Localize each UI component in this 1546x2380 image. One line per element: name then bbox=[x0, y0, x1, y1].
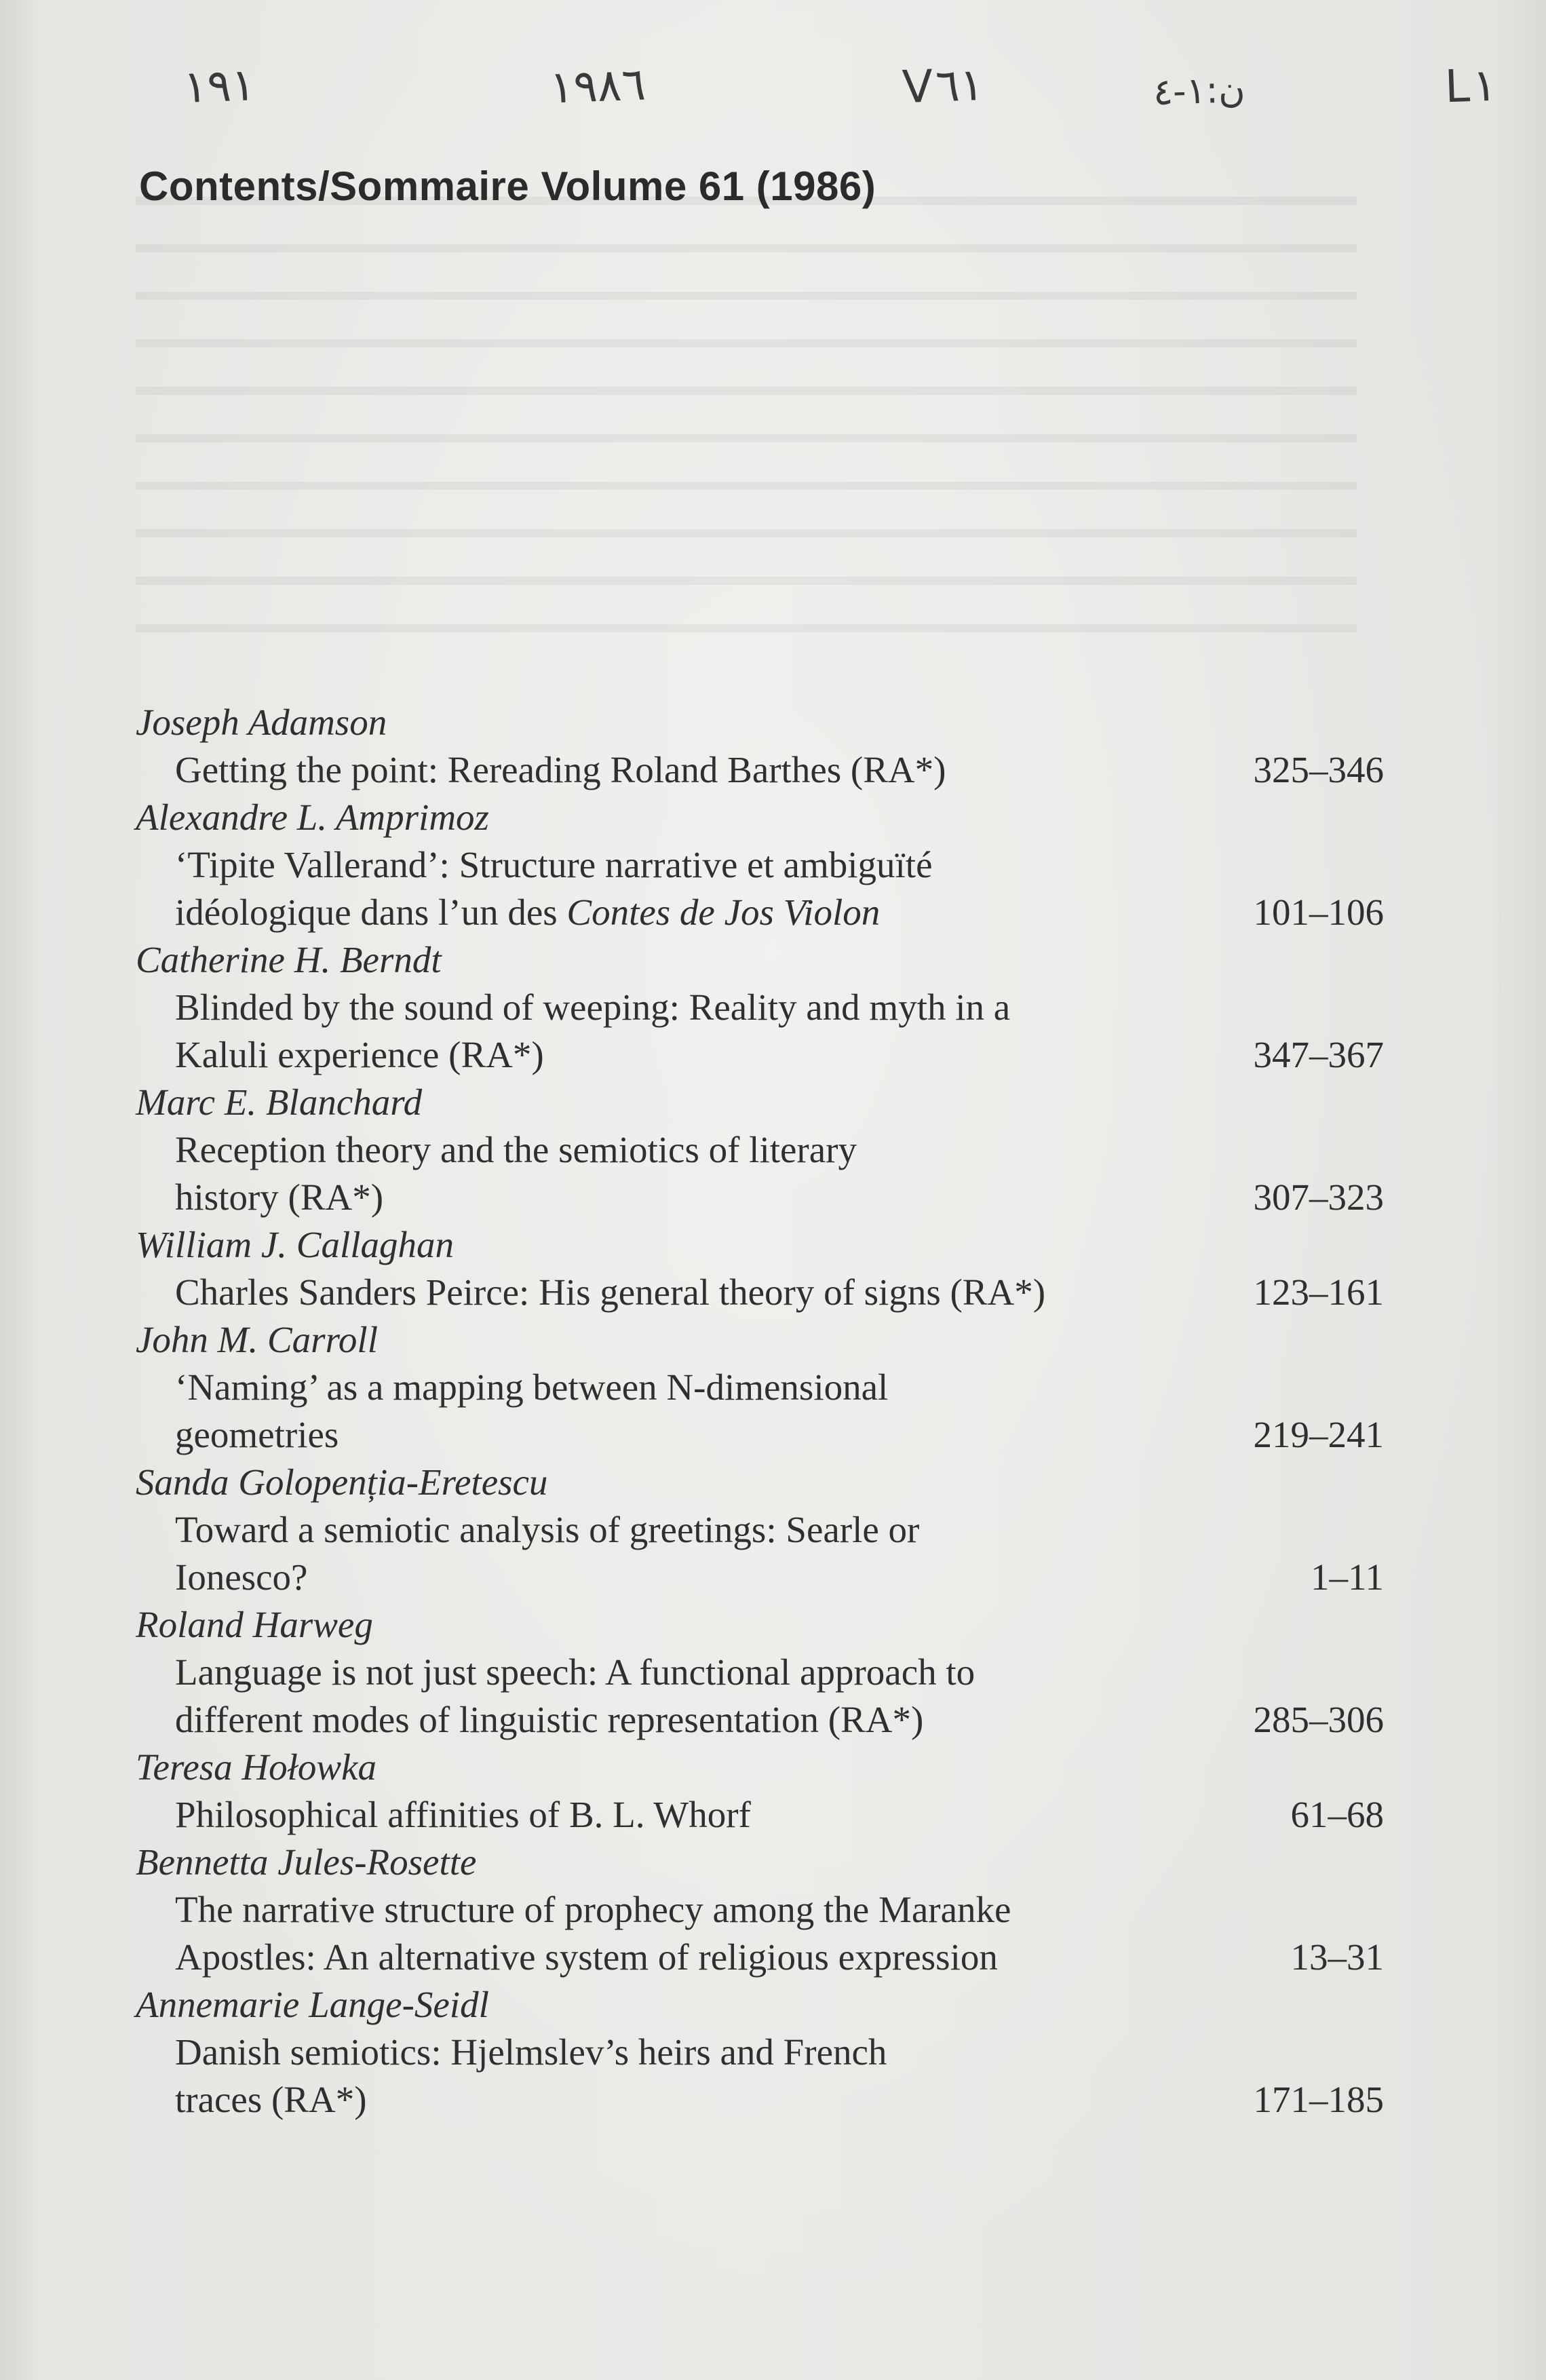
entry-article bbox=[136, 1506, 1384, 1601]
entry-title-line: Apostles: An alternative system of religious expression bbox=[175, 1936, 998, 1978]
entry-title-line: Blinded by the sound of weeping: Reality and myth in a bbox=[175, 986, 1011, 1028]
entry-pages: 13–31 bbox=[1290, 1936, 1384, 1978]
entry-title-line: traces (RA*) bbox=[175, 2079, 367, 2120]
entry-pages: 285–306 bbox=[1253, 1699, 1384, 1740]
entry-pages: 347–367 bbox=[1253, 1034, 1384, 1075]
entry-author: Annemarie Lange-Seidl bbox=[136, 1984, 489, 2025]
handwritten-mark: ١٩٨٦ bbox=[548, 58, 647, 114]
entry-title-line: Charles Sanders Peirce: His general theory of signs (RA*) bbox=[175, 1271, 1046, 1313]
handwritten-mark: L١ bbox=[1444, 58, 1498, 113]
entry-author: Sanda Golopenția-Eretescu bbox=[136, 1461, 548, 1503]
entry-article bbox=[136, 1126, 1384, 1221]
toc-entry bbox=[136, 1601, 1384, 1744]
entry-article bbox=[136, 1791, 1384, 1839]
entry-author: Alexandre L. Amprimoz bbox=[136, 796, 489, 838]
entry-author: John M. Carroll bbox=[136, 1319, 378, 1360]
entry-pages: 101–106 bbox=[1253, 891, 1384, 933]
entry-author: Marc E. Blanchard bbox=[136, 1081, 423, 1123]
toc-entry bbox=[136, 936, 1384, 1079]
handwritten-mark: V٦١ bbox=[901, 58, 985, 114]
entry-article bbox=[136, 1364, 1384, 1459]
handwritten-mark: ١٩١ bbox=[182, 58, 256, 113]
entry-title-line: The narrative structure of prophecy among the Maranke bbox=[175, 1889, 1011, 1930]
entry-article bbox=[136, 2029, 1384, 2124]
toc-entry bbox=[136, 1839, 1384, 1981]
handwritten-annotations bbox=[0, 60, 1546, 141]
show-through-bleed bbox=[136, 170, 1357, 658]
entry-author: Roland Harweg bbox=[136, 1604, 373, 1645]
entry-article bbox=[136, 841, 1384, 936]
toc-entry bbox=[136, 1459, 1384, 1601]
entry-title-line: Kaluli experience (RA*) bbox=[175, 1034, 544, 1075]
entry-title-line: Reception theory and the semiotics of literary bbox=[175, 1129, 857, 1170]
entry-title-line: geometries bbox=[175, 1414, 339, 1455]
entry-title-line: history (RA*) bbox=[175, 1176, 384, 1218]
entry-author: Catherine H. Berndt bbox=[136, 939, 442, 980]
entry-author: Joseph Adamson bbox=[136, 702, 387, 743]
entry-article bbox=[136, 1269, 1384, 1316]
toc-entry bbox=[136, 699, 1384, 794]
entry-author: Teresa Hołowka bbox=[136, 1746, 376, 1788]
toc-entry bbox=[136, 1981, 1384, 2124]
entry-title-line: ‘Tipite Vallerand’: Structure narrative et ambiguïté bbox=[175, 844, 933, 885]
entry-pages: 61–68 bbox=[1290, 1794, 1384, 1835]
entry-title-line: Ionesco? bbox=[175, 1556, 308, 1598]
entry-article bbox=[136, 984, 1384, 1079]
entry-title-line: Philosophical affinities of B. L. Whorf bbox=[175, 1794, 751, 1835]
entry-author: William J. Callaghan bbox=[136, 1224, 455, 1265]
entry-article bbox=[136, 746, 1384, 794]
toc-entry bbox=[136, 1744, 1384, 1839]
entry-pages: 123–161 bbox=[1253, 1271, 1384, 1313]
entry-title-line: idéologique dans l’un des Contes de Jos Violon bbox=[175, 891, 881, 933]
toc-entry bbox=[136, 1316, 1384, 1459]
entry-pages: 325–346 bbox=[1253, 749, 1384, 790]
toc-entry bbox=[136, 794, 1384, 936]
toc-entry bbox=[136, 1079, 1384, 1221]
page-title: Contents/Sommaire Volume 61 (1986) bbox=[139, 164, 876, 209]
handwritten-mark: ن:١-٤ bbox=[1152, 67, 1246, 114]
entry-pages: 307–323 bbox=[1253, 1176, 1384, 1218]
entry-pages: 1–11 bbox=[1311, 1556, 1384, 1598]
table-of-contents bbox=[136, 699, 1384, 2124]
entry-title-line: different modes of linguistic representation (RA*) bbox=[175, 1699, 924, 1740]
entry-title-line: Language is not just speech: A functional approach to bbox=[175, 1651, 975, 1693]
entry-title-line: Toward a semiotic analysis of greetings: Searle or bbox=[175, 1509, 920, 1550]
entry-article bbox=[136, 1886, 1384, 1981]
entry-article bbox=[136, 1649, 1384, 1744]
toc-entry bbox=[136, 1221, 1384, 1316]
entry-pages: 171–185 bbox=[1253, 2079, 1384, 2120]
entry-title-line: ‘Naming’ as a mapping between N-dimensional bbox=[175, 1366, 889, 1408]
entry-title-line: Danish semiotics: Hjelmslev’s heirs and French bbox=[175, 2031, 887, 2073]
entry-pages: 219–241 bbox=[1253, 1414, 1384, 1455]
entry-author: Bennetta Jules-Rosette bbox=[136, 1841, 477, 1883]
entry-title-line: Getting the point: Rereading Roland Barthes (RA*) bbox=[175, 749, 946, 790]
